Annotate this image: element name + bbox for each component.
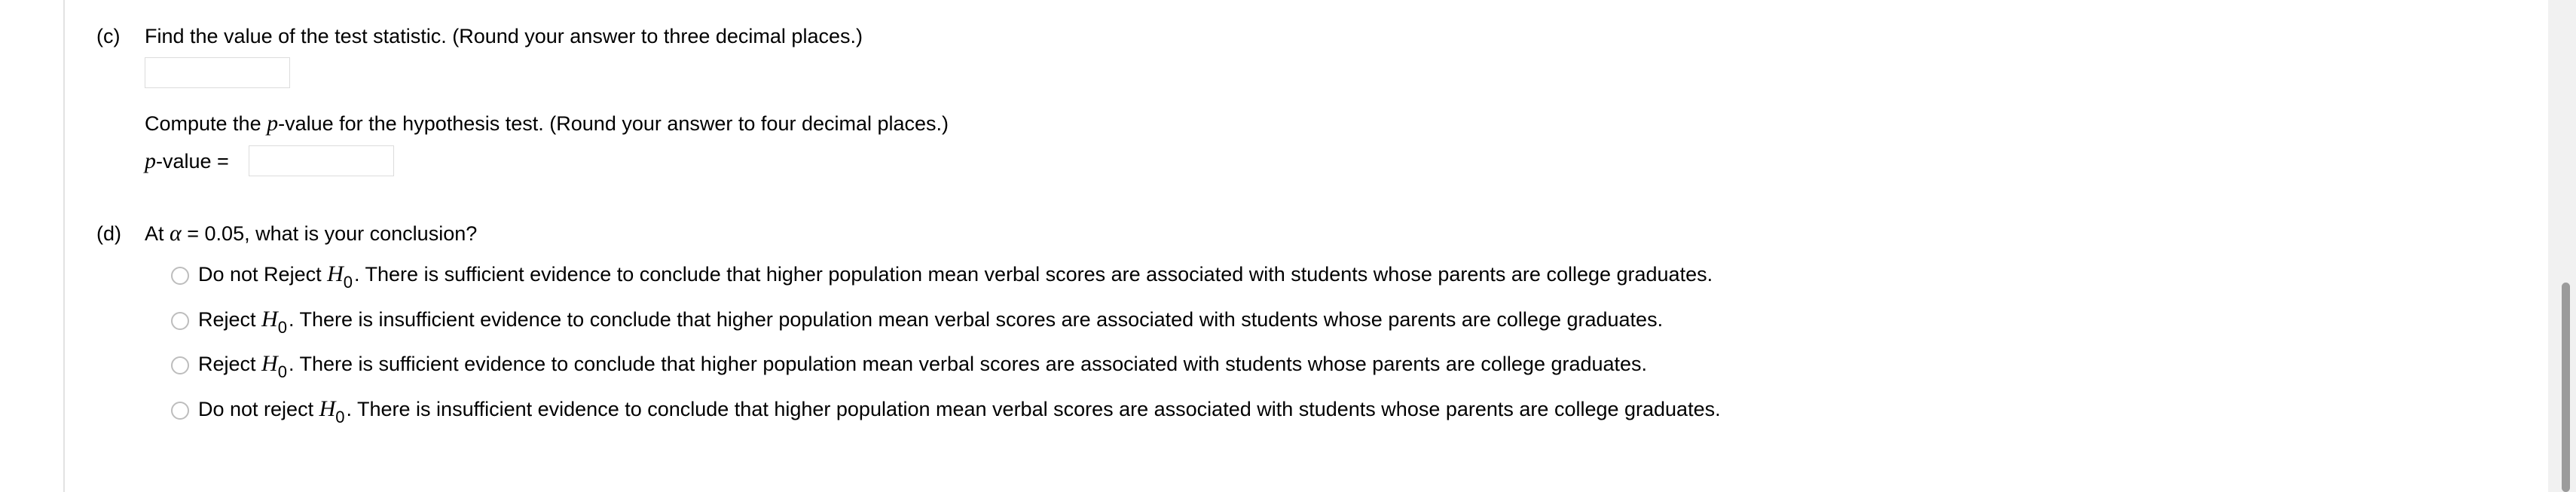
option-2-radio[interactable] <box>171 312 189 330</box>
option-2-label[interactable] <box>198 307 1664 337</box>
part-d-label: (d) <box>96 222 121 245</box>
option-1-label[interactable] <box>198 261 1713 292</box>
option-4-prefix: Do not reject <box>198 398 319 420</box>
test-statistic-input[interactable] <box>145 57 290 88</box>
option-3-label[interactable] <box>198 351 1648 381</box>
option-1-hypothesis-var: H <box>327 261 344 286</box>
pvalue-label-var: p <box>145 148 156 173</box>
option-2-hypothesis-sub: 0 <box>277 318 287 337</box>
option-4-hypothesis-var: H <box>319 396 336 421</box>
part-c-question: Find the value of the test statistic. (Round your answer to three decimal places.) <box>145 25 863 47</box>
option-2-hypothesis-var: H <box>261 307 278 332</box>
vertical-scrollbar-thumb[interactable] <box>2562 283 2570 492</box>
pvalue-label <box>145 149 229 173</box>
option-4-radio[interactable] <box>171 402 189 420</box>
option-3-hypothesis-sub: 0 <box>277 362 287 381</box>
pvalue-prompt-before: Compute the <box>145 112 267 135</box>
part-d-question <box>145 222 477 246</box>
option-3-prefix: Reject <box>198 353 262 375</box>
pvalue-input[interactable] <box>249 145 394 176</box>
option-4-suffix: . There is insufficient evidence to conclude that higher population mean verbal scores are associated with students whose parents are college graduates. <box>346 398 1721 420</box>
alpha-symbol: α <box>170 221 182 246</box>
option-4-hypothesis-sub: 0 <box>335 408 345 426</box>
option-1-prefix: Do not Reject <box>198 263 328 286</box>
option-2-suffix: . There is insufficient evidence to conclude that higher population mean verbal scores are associated with students whose parents are college graduates. <box>288 308 1664 331</box>
option-4-label[interactable] <box>198 396 1721 426</box>
part-d-question-before: At <box>145 222 170 245</box>
part-d-question-after: = 0.05, what is your conclusion? <box>181 222 478 245</box>
option-1-radio[interactable] <box>171 267 189 285</box>
option-3-radio[interactable] <box>171 356 189 374</box>
option-2-prefix: Reject <box>198 308 262 331</box>
part-c-label: (c) <box>96 25 121 47</box>
option-3-suffix: . There is sufficient evidence to conclude that higher population mean verbal scores are associated with students whose parents are college graduates. <box>288 353 1648 375</box>
pvalue-prompt-var: p <box>267 111 279 136</box>
pvalue-prompt-after: -value for the hypothesis test. (Round your answer to four decimal places.) <box>278 112 949 135</box>
option-3-hypothesis-var: H <box>261 351 278 376</box>
option-1-hypothesis-sub: 0 <box>343 273 353 292</box>
pvalue-label-after: -value = <box>156 150 229 173</box>
pvalue-prompt <box>145 112 949 136</box>
option-1-suffix: . There is sufficient evidence to conclude that higher population mean verbal scores are associated with students whose parents are college graduates. <box>354 263 1713 286</box>
